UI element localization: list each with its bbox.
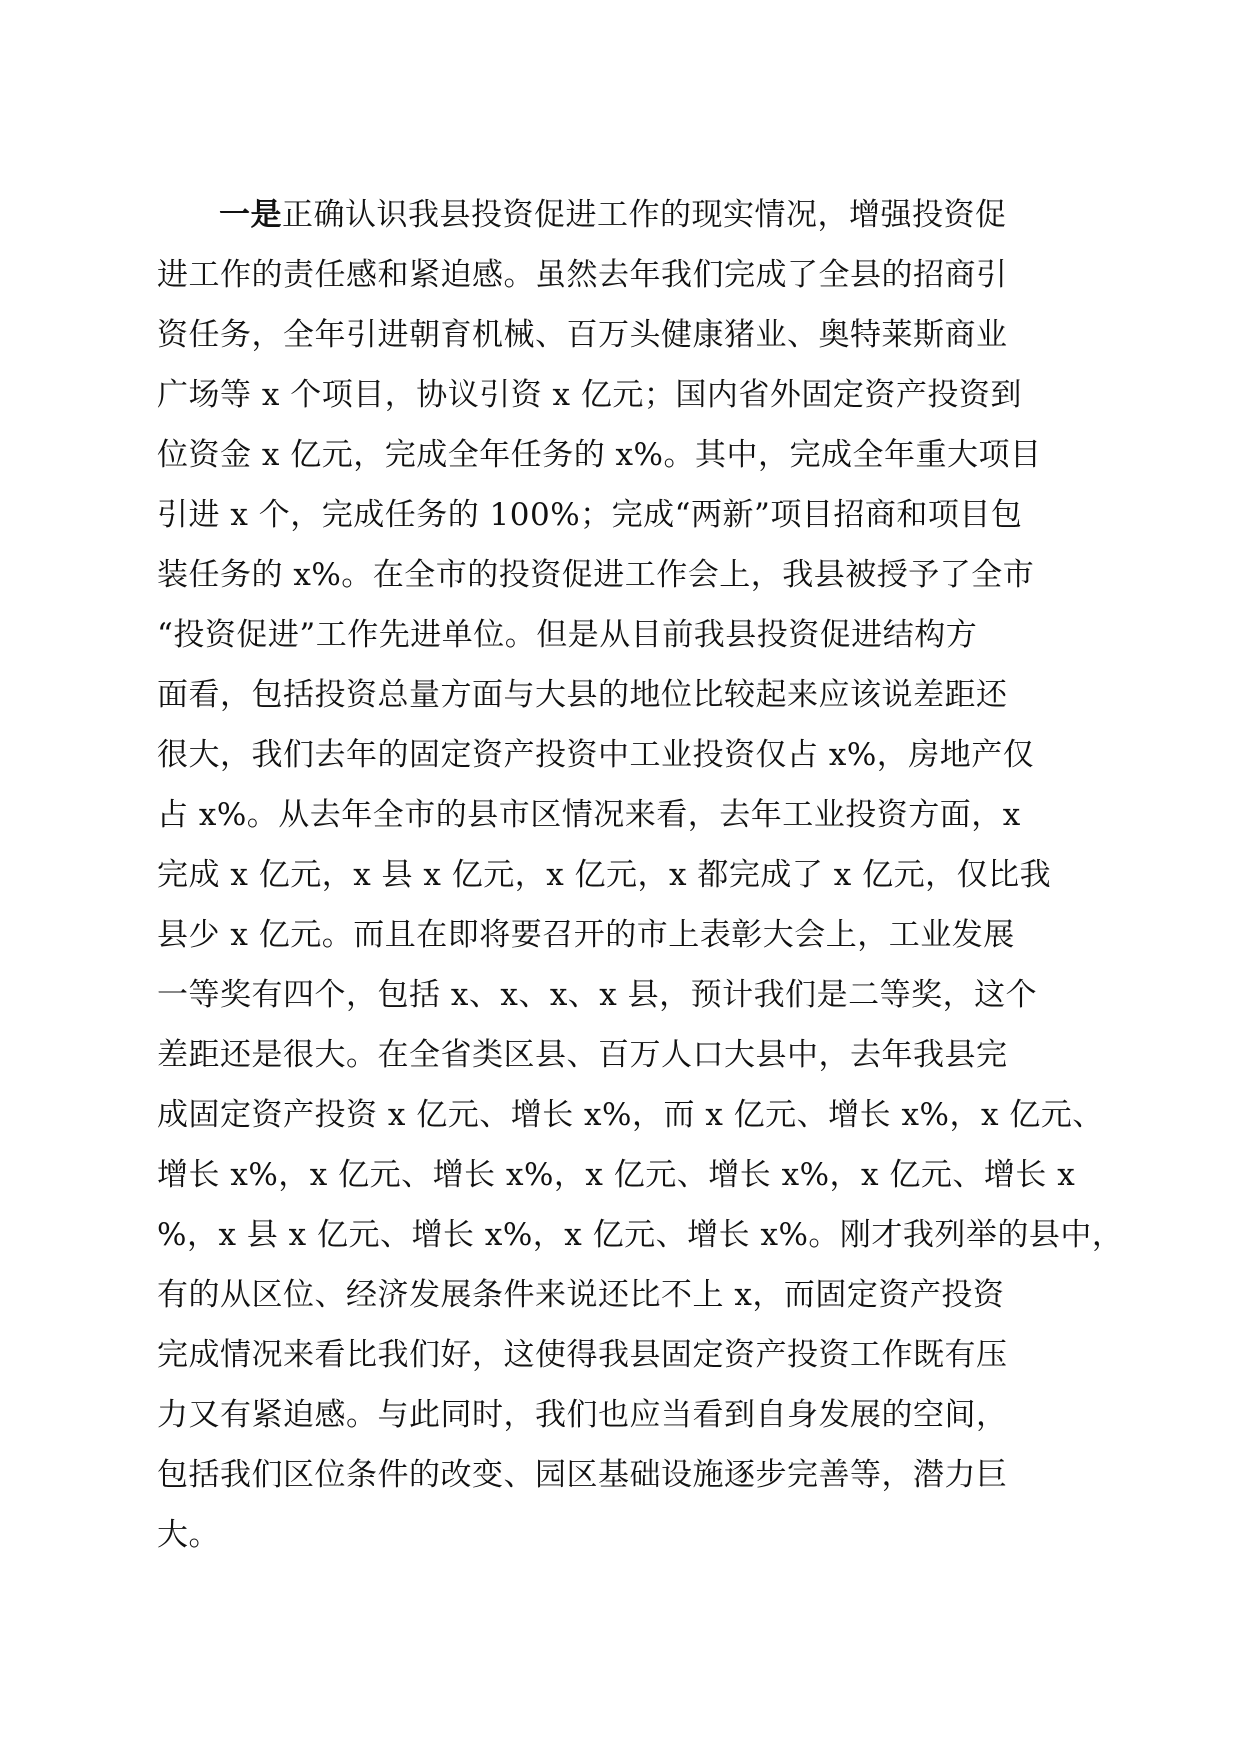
paragraph-line: 大。 (157, 1517, 220, 1553)
paragraph-line: 完成 x 亿元，x 县 x 亿元，x 亿元，x 都完成了 x 亿元，仅比我 (157, 857, 1052, 893)
paragraph-line: “投资促进”工作先进单位。但是从目前我县投资促进结构方 (157, 617, 978, 653)
paragraph-line: 资任务，全年引进朝育机械、百万头健康猪业、奥特莱斯商业 (157, 317, 1008, 353)
body-paragraph (157, 185, 1124, 1565)
paragraph-line: 完成情况来看比我们好，这使得我县固定资产投资工作既有压 (157, 1337, 1008, 1373)
paragraph-line: 力又有紧迫感。与此同时，我们也应当看到自身发展的空间， (157, 1397, 1008, 1433)
paragraph-line: 位资金 x 亿元，完成全年任务的 x%。其中，完成全年重大项目 (157, 437, 1042, 473)
paragraph-line: 占 x%。从去年全市的县市区情况来看，去年工业投资方面，x (157, 797, 1021, 833)
paragraph-line: 有的从区位、经济发展条件来说还比不上 x，而固定资产投资 (157, 1277, 1005, 1313)
paragraph-line: 差距还是很大。在全省类区县、百万人口大县中，去年我县完 (157, 1037, 1008, 1073)
paragraph-line: 成固定资产投资 x 亿元、增长 x%，而 x 亿元、增长 x%，x 亿元、 (157, 1097, 1104, 1133)
paragraph-line: 很大，我们去年的固定资产投资中工业投资仅占 x%，房地产仅 (157, 737, 1035, 773)
paragraph-line: 装任务的 x%。在全市的投资促进工作会上，我县被授予了全市 (157, 557, 1035, 593)
paragraph-line: 县少 x 亿元。而且在即将要召开的市上表彰大会上，工业发展 (157, 917, 1015, 953)
line-text: 正确认识我县投资促进工作的现实情况，增强投资促 (282, 197, 1007, 233)
paragraph-line: 面看，包括投资总量方面与大县的地位比较起来应该说差距还 (157, 677, 1008, 713)
paragraph-line: 一等奖有四个，包括 x、x、x、x 县，预计我们是二等奖，这个 (157, 977, 1038, 1013)
paragraph-line: 广场等 x 个项目，协议引资 x 亿元；国内省外固定资产投资到 (157, 377, 1022, 413)
paragraph-line: %，x 县 x 亿元、增长 x%，x 亿元、增长 x%。刚才我列举的县中， (157, 1217, 1124, 1253)
paragraph-line-1 (157, 185, 1097, 245)
paragraph-lead: 一是 (219, 197, 282, 233)
paragraph-line: 进工作的责任感和紧迫感。虽然去年我们完成了全县的招商引 (157, 257, 1008, 293)
paragraph-line: 引进 x 个，完成任务的 100%；完成“两新”项目招商和项目包 (157, 497, 1023, 533)
paragraph-line: 包括我们区位条件的改变、园区基础设施逐步完善等，潜力巨 (157, 1457, 1008, 1493)
paragraph-line: 增长 x%，x 亿元、增长 x%，x 亿元、增长 x%，x 亿元、增长 x (157, 1157, 1076, 1193)
